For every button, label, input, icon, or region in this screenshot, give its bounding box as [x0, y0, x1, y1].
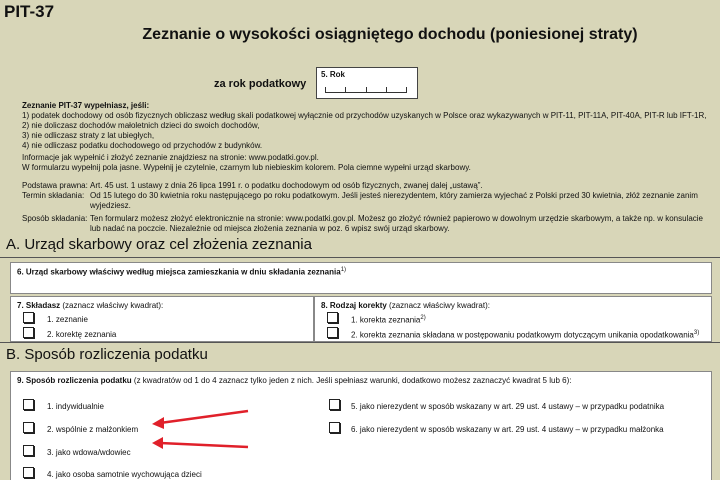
intro-heading: Zeznanie PIT-37 wypełniasz, jeśli:: [22, 101, 150, 110]
field-6-tax-office[interactable]: [10, 262, 712, 294]
year-field-label: 5. Rok: [321, 70, 346, 79]
year-field[interactable]: [316, 67, 418, 99]
red-arrow-icon: [152, 437, 248, 449]
option-nierezydent-malzonek: 6. jako nierezydent w sposób wskazany w art. 29 ust. 4 ustawy – w przypadku małżonka: [351, 425, 664, 434]
intro-line: 1) podatek dochodowy od osób fizycznych obliczasz według skali podatkowej wyłącznie od przychodów uzyskanych w Polsce oraz wykazywanych w PIT-11, PIT-11A, PIT-40A, PIT-R lub IFT-1R,: [22, 111, 707, 120]
intro-text: [22, 101, 712, 173]
checkbox-wspolnie[interactable]: [23, 422, 34, 433]
section-a-body: [0, 258, 720, 342]
legal-key: Podstawa prawna:: [22, 181, 88, 190]
field-9-settlement-method: [10, 371, 712, 480]
legal-value: Ten formularz możesz złożyć elektronicznie na stronie: www.podatki.gov.pl. Możesz go złożyć również papierowo w dowolnym urzędzie skarbowym, a także np. w konsulacie lub nadać na poczcie. Niezależnie od miejsca złożenia zeznania w poz. 6 wpisz swój urząd skarbowy.: [90, 214, 704, 233]
annotation-arrows: [130, 407, 260, 457]
intro-line: Informacje jak wypełnić i złożyć zeznanie znajdziesz na stronie: www.podatki.gov.pl.: [22, 153, 319, 162]
legal-row: [22, 191, 712, 211]
section-b-body: [0, 367, 720, 480]
legal-row: [22, 214, 712, 234]
field-8-correction-type: [314, 296, 712, 342]
form-header: [0, 0, 720, 234]
footnote-marker: 1): [340, 267, 347, 273]
option-korekta-zeznania: 1. korekta zeznania$^{2)}$: [351, 315, 426, 325]
section-b-title: B. Sposób rozliczenia podatku: [6, 346, 208, 363]
form-title: Zeznanie o wysokości osiągniętego dochodu (poniesionej straty): [142, 26, 638, 43]
form-code: PIT-37: [4, 2, 55, 21]
section-a-header: [0, 233, 720, 258]
intro-line: 3) nie odliczasz straty z lat ubiegłych,: [22, 131, 155, 140]
legal-row: [22, 181, 712, 191]
checkbox-samotnie[interactable]: [23, 467, 34, 478]
field-8-label: 8. Rodzaj korekty (zaznacz właściwy kwadrat):: [321, 301, 490, 310]
red-arrow-icon: [152, 411, 248, 429]
legal-value: Od 15 lutego do 30 kwietnia roku następującego po roku podatkowym. Jeśli jesteś nierezydentem, który zamierza wyjechać z Polski przed 30 kwietnia, złóż zeznanie zanim wyjedziesz.: [90, 191, 698, 210]
option-wdowa: 3. jako wdowa/wdowiec: [47, 448, 131, 457]
checkbox-nierezydent-malzonek[interactable]: [329, 422, 340, 433]
option-korekta-unikanie: 2. korekta zeznania składana w postępowaniu podatkowym dotyczącym unikania opodatkowania$^{3)}$: [351, 330, 700, 340]
field-7-label: 7. Składasz (zaznacz właściwy kwadrat):: [17, 301, 164, 310]
checkbox-korekta-zeznania[interactable]: [327, 312, 338, 323]
checkbox-nierezydent-podatnik[interactable]: [329, 399, 340, 410]
legal-key: Termin składania:: [22, 191, 85, 200]
option-wspolnie: 2. wspólnie z małżonkiem: [47, 425, 139, 434]
checkbox-korekta[interactable]: [23, 327, 34, 338]
section-b-header: [0, 342, 720, 368]
option-nierezydent-podatnik: 5. jako nierezydent w sposób wskazany w art. 29 ust. 4 ustawy – w przypadku podatnika: [351, 402, 665, 411]
checkbox-indywidualnie[interactable]: [23, 399, 34, 410]
legal-key: Sposób składania:: [22, 214, 88, 223]
field-6-label: 6. Urząd skarbowy właściwy według miejsca zamieszkania w dniu składania zeznania$^{1)}$: [17, 267, 347, 277]
legal-value: Art. 45 ust. 1 ustawy z dnia 26 lipca 1991 r. o podatku dochodowym od osób fizycznych, zwanej dalej „ustawą”.: [90, 181, 483, 190]
intro-line: 4) nie odliczasz podatku dochodowego od przychodów z budynków.: [22, 141, 263, 150]
option-indywidualnie: 1. indywidualnie: [47, 402, 104, 411]
year-label: za rok podatkowy: [214, 78, 307, 90]
year-field-cells: [325, 86, 407, 93]
field-9-label: 9. Sposób rozliczenia podatku (z kwadratów od 1 do 4 zaznacz tylko jeden z nich. Jeśli spełniasz warunki, dodatkowo możesz zaznaczyć kwadrat 5 lub 6):: [17, 376, 572, 385]
legal-info: [22, 181, 712, 234]
section-a-title: A. Urząd skarbowy oraz cel złożenia zeznania: [6, 236, 312, 253]
option-zeznanie: 1. zeznanie: [47, 315, 88, 324]
field-7-submission: [10, 296, 314, 342]
option-samotnie: 4. jako osoba samotnie wychowująca dzieci: [47, 470, 202, 479]
option-korekta: 2. korektę zeznania: [47, 330, 117, 339]
checkbox-wdowa[interactable]: [23, 445, 34, 456]
checkbox-korekta-unikanie[interactable]: [327, 327, 338, 338]
intro-line: 2) nie doliczasz dochodów małoletnich dzieci do swoich dochodów,: [22, 121, 260, 130]
checkbox-zeznanie[interactable]: [23, 312, 34, 323]
intro-line: W formularzu wypełnij pola jasne. Wypełnij je czytelnie, czarnym lub niebieskim kolorem. Pola ciemne wypełni urząd skarbowy.: [22, 163, 471, 172]
